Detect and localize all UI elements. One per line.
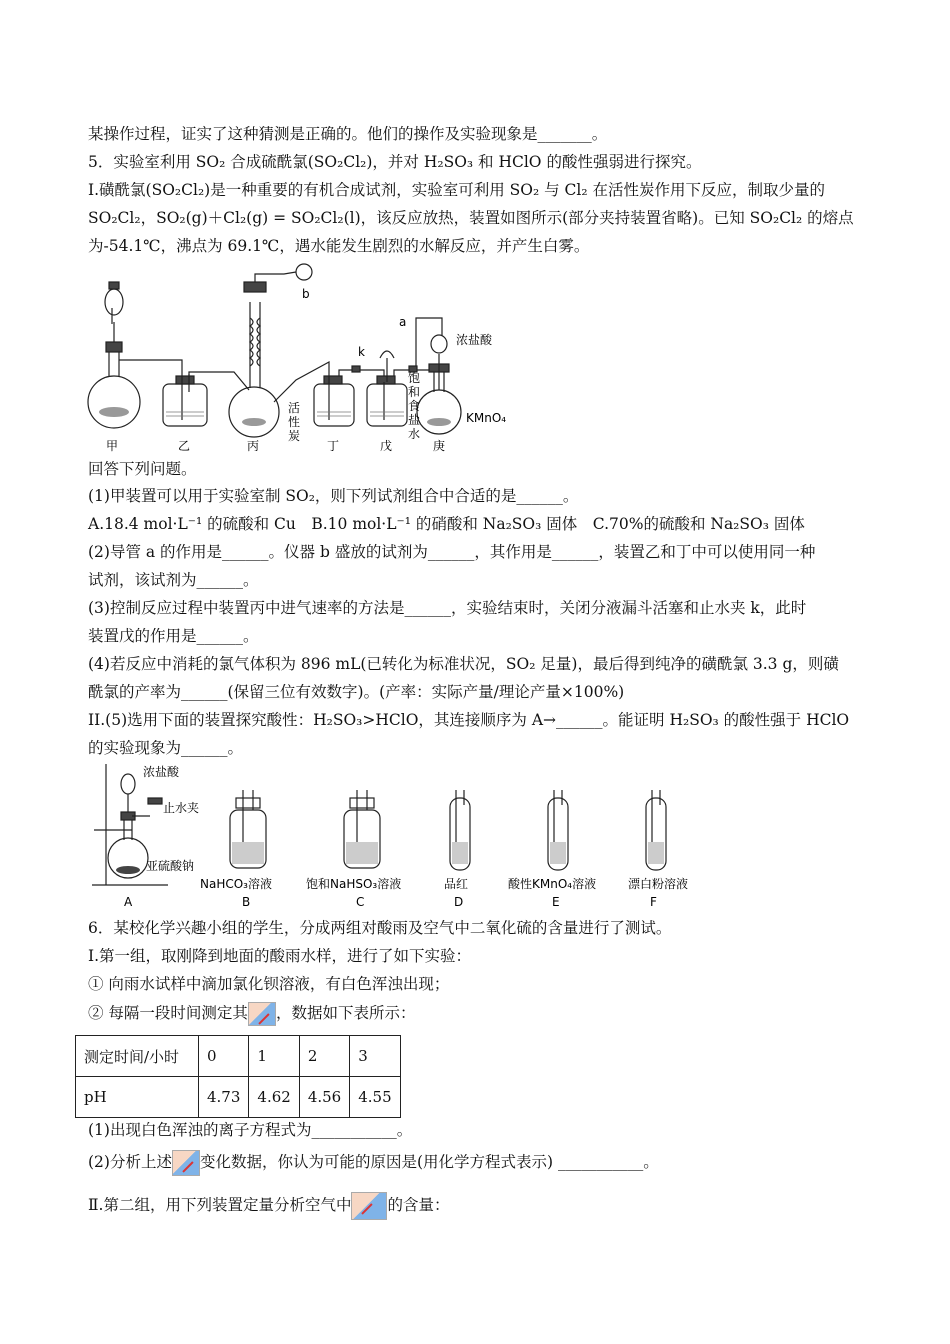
reagent-e: 酸性KMnO₄溶液 — [508, 877, 597, 891]
text-line: I.磺酰氯(SO₂Cl₂)是一种重要的有机合成试剂，实验室可利用 SO₂ 与 Cl₂ 在活性炭作用下反应，制取少量的 — [88, 181, 825, 199]
table-cell: 4.62 — [249, 1077, 299, 1118]
table-cell: 0 — [199, 1036, 249, 1077]
reagent-b: NaHCO₃溶液 — [200, 877, 272, 891]
text-line — [88, 1192, 449, 1220]
label-hcl: 浓盐酸 — [456, 333, 493, 347]
label-brine: 饱 — [408, 371, 421, 385]
table-cell: 2 — [299, 1036, 349, 1077]
text-line: (3)控制反应过程中装置丙中进气速率的方法是______，实验结束时，关闭分液漏斗活塞和止水夹 k，此时 — [88, 599, 807, 617]
text-line: (4)若反应中消耗的氯气体积为 896 mL(已转化为标准状况，SO₂ 足量)，最后得到纯净的磺酰氯 3.3 g，则磺 — [88, 655, 839, 673]
label-bing: 丙 — [247, 439, 260, 453]
text-segment: 的含量： — [387, 1196, 450, 1214]
table-cell: pH — [76, 1077, 199, 1118]
label-char: 性 — [288, 415, 301, 429]
text-line: 试剂，该试剂为______。 — [88, 571, 259, 589]
text-segment: (2)分析上述 — [88, 1153, 172, 1171]
label-a: a — [399, 315, 407, 329]
label-char: 炭 — [288, 429, 301, 443]
label-hcl: 浓盐酸 — [143, 765, 180, 779]
label-b: b — [302, 287, 310, 301]
text-line: (1)甲装置可以用于实验室制 SO₂，则下列试剂组合中合适的是______。 — [88, 487, 579, 505]
text-line — [88, 1150, 659, 1176]
text-line: 酰氯的产率为______(保留三位有效数字)。(产率：实际产量/理论产量×100%) — [88, 683, 625, 701]
apparatus-diagram-2 — [88, 760, 728, 910]
label-clamp: 止水夹 — [163, 801, 200, 815]
label-ding: 丁 — [327, 439, 340, 453]
reagent-c: 饱和NaHSO₃溶液 — [306, 877, 402, 891]
letter-f: F — [650, 895, 657, 909]
table-row — [76, 1077, 401, 1118]
letter-d: D — [454, 895, 464, 909]
text-line: 的实验现象为______。 — [88, 739, 244, 757]
table-cell: 4.73 — [199, 1077, 249, 1118]
table-cell: 4.55 — [350, 1077, 400, 1118]
text-line: (2)导管 a 的作用是______。仪器 b 盛放的试剂为______，其作用是______，装置乙和丁中可以使用同一种 — [88, 543, 816, 561]
options-line: A.18.4 mol·L⁻¹ 的硫酸和 Cu B.10 mol·L⁻¹ 的硝酸和 Na₂SO₃ 固体 C.70%的硫酸和 Na₂SO₃ 固体 — [88, 515, 805, 533]
label-geng: 庚 — [433, 439, 446, 453]
question-6-title: 6．某校化学兴趣小组的学生，分成两组对酸雨及空气中二氧化硫的含量进行了测试。 — [88, 919, 672, 937]
label-yi: 乙 — [178, 439, 191, 453]
table-cell: 1 — [249, 1036, 299, 1077]
table-cell: 4.56 — [299, 1077, 349, 1118]
label-brine: 盐 — [408, 413, 421, 427]
broken-image-icon — [351, 1192, 387, 1220]
label-k: k — [358, 345, 365, 359]
text-line: Ⅰ.第一组，取刚降到地面的酸雨水样，进行了如下实验： — [88, 947, 472, 965]
text-segment: ② 每隔一段时间测定其 — [88, 1004, 248, 1022]
label-brine: 食 — [408, 399, 421, 413]
letter-c: C — [356, 895, 365, 909]
letter-a: A — [124, 895, 133, 909]
text-line: (1)出现白色浑浊的离子方程式为___________。 — [88, 1121, 413, 1139]
reagent-d: 品红 — [444, 877, 469, 891]
reagent-f: 漂白粉溶液 — [628, 877, 689, 891]
label-char: 活 — [288, 401, 301, 415]
letter-e: E — [552, 895, 560, 909]
text-segment: Ⅱ.第二组，用下列装置定量分析空气中 — [88, 1196, 352, 1214]
table-cell: 3 — [350, 1036, 400, 1077]
label-jia: 甲 — [106, 439, 119, 453]
text-line: 回答下列问题。 — [88, 460, 197, 478]
text-line: 为-54.1℃，沸点为 69.1℃，遇水能发生剧烈的水解反应，并产生白雾。 — [88, 237, 590, 255]
table-row — [76, 1036, 401, 1077]
text-segment: ，数据如下表所示： — [275, 1004, 416, 1022]
question-5-title: 5．实验室利用 SO₂ 合成硫酰氯(SO₂Cl₂)，并对 H₂SO₃ 和 HClO 的酸性强弱进行探究。 — [88, 153, 702, 171]
text-line: 某操作过程，证实了这种猜测是正确的。他们的操作及实验现象是_______。 — [88, 125, 608, 143]
apparatus-diagram-1 — [84, 262, 514, 458]
text-line: 装置戊的作用是______。 — [88, 627, 259, 645]
broken-image-icon — [172, 1150, 200, 1176]
label-na2so3: 亚硫酸钠 — [146, 859, 195, 873]
label-brine: 和 — [408, 385, 421, 399]
text-line: SO₂Cl₂，SO₂(g)＋Cl₂(g) = SO₂Cl₂(l)，该反应放热，装置如图所示(部分夹持装置省略)。已知 SO₂Cl₂ 的熔点 — [88, 209, 854, 227]
text-line — [88, 1002, 415, 1026]
text-line: ① 向雨水试样中滴加氯化钡溶液，有白色浑浊出现； — [88, 975, 450, 993]
text-line: II.(5)选用下面的装置探究酸性：H₂SO₃>HClO，其连接顺序为 A→______。能证明 H₂SO₃ 的酸性强于 HClO — [88, 711, 850, 729]
broken-image-icon — [248, 1002, 276, 1026]
ph-table — [75, 1035, 401, 1118]
label-wu: 戊 — [380, 439, 393, 453]
table-cell: 测定时间/小时 — [76, 1036, 199, 1077]
label-kmno4: KMnO₄ — [466, 411, 507, 425]
text-segment: 变化数据，你认为可能的原因是(用化学方程式表示) ___________。 — [199, 1153, 659, 1171]
letter-b: B — [242, 895, 251, 909]
label-brine: 水 — [408, 427, 421, 441]
